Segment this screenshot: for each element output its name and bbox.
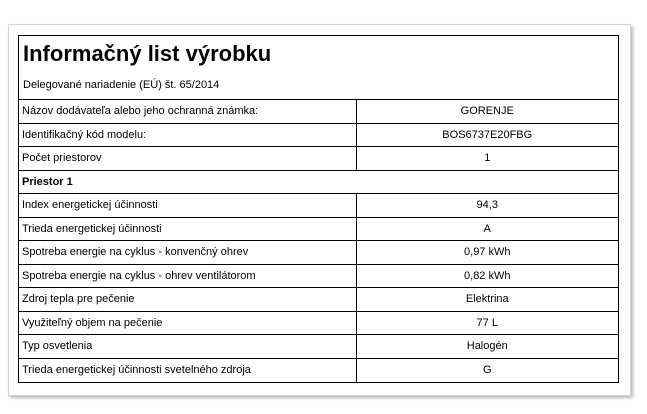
table-row — [19, 217, 618, 241]
row-value: 94,3 — [356, 194, 618, 218]
table-row — [19, 335, 618, 359]
row-value: A — [356, 217, 618, 241]
row-value: Halogén — [356, 335, 618, 359]
row-label: Využiteľný objem na pečenie — [19, 311, 356, 335]
table-row — [19, 147, 618, 171]
row-label: Názov dodávateľa alebo jeho ochranná známka: — [19, 100, 356, 124]
table-row — [19, 123, 618, 147]
table-row — [19, 264, 618, 288]
row-label: Počet priestorov — [19, 147, 356, 171]
product-info-table — [19, 99, 618, 382]
row-value: Elektrina — [356, 288, 618, 312]
document-page — [8, 24, 631, 396]
row-value: 0,82 kWh — [356, 264, 618, 288]
section-header-row — [19, 170, 618, 194]
row-label: Zdroj tepla pre pečenie — [19, 288, 356, 312]
table-row — [19, 100, 618, 124]
page-title: Informačný list výrobku — [23, 41, 272, 66]
row-label: Trieda energetickej účinnosti — [19, 217, 356, 241]
row-value: GORENJE — [356, 100, 618, 124]
row-label: Spotreba energie na cyklus - konvenčný ohrev — [19, 241, 356, 265]
title-block — [19, 36, 618, 76]
row-label: Identifikačný kód modelu: — [19, 123, 356, 147]
regulation-reference: Delegované nariadenie (EÚ) št. 65/2014 — [23, 79, 220, 91]
table-row — [19, 194, 618, 218]
table-row — [19, 311, 618, 335]
table-row — [19, 241, 618, 265]
row-value: 0,97 kWh — [356, 241, 618, 265]
row-label: Index energetickej účinnosti — [19, 194, 356, 218]
row-value: 77 L — [356, 311, 618, 335]
subtitle-block — [19, 76, 618, 99]
row-value: 1 — [356, 147, 618, 171]
row-label: Spotreba energie na cyklus - ohrev ventilátorom — [19, 264, 356, 288]
row-value: G — [356, 358, 618, 382]
row-value: BOS6737E20FBG — [356, 123, 618, 147]
table-row — [19, 358, 618, 382]
row-label: Trieda energetickej účinnosti svetelného zdroja — [19, 358, 356, 382]
product-information-sheet — [18, 35, 619, 383]
row-label: Typ osvetlenia — [19, 335, 356, 359]
table-row — [19, 288, 618, 312]
section-title: Priestor 1 — [19, 170, 618, 194]
